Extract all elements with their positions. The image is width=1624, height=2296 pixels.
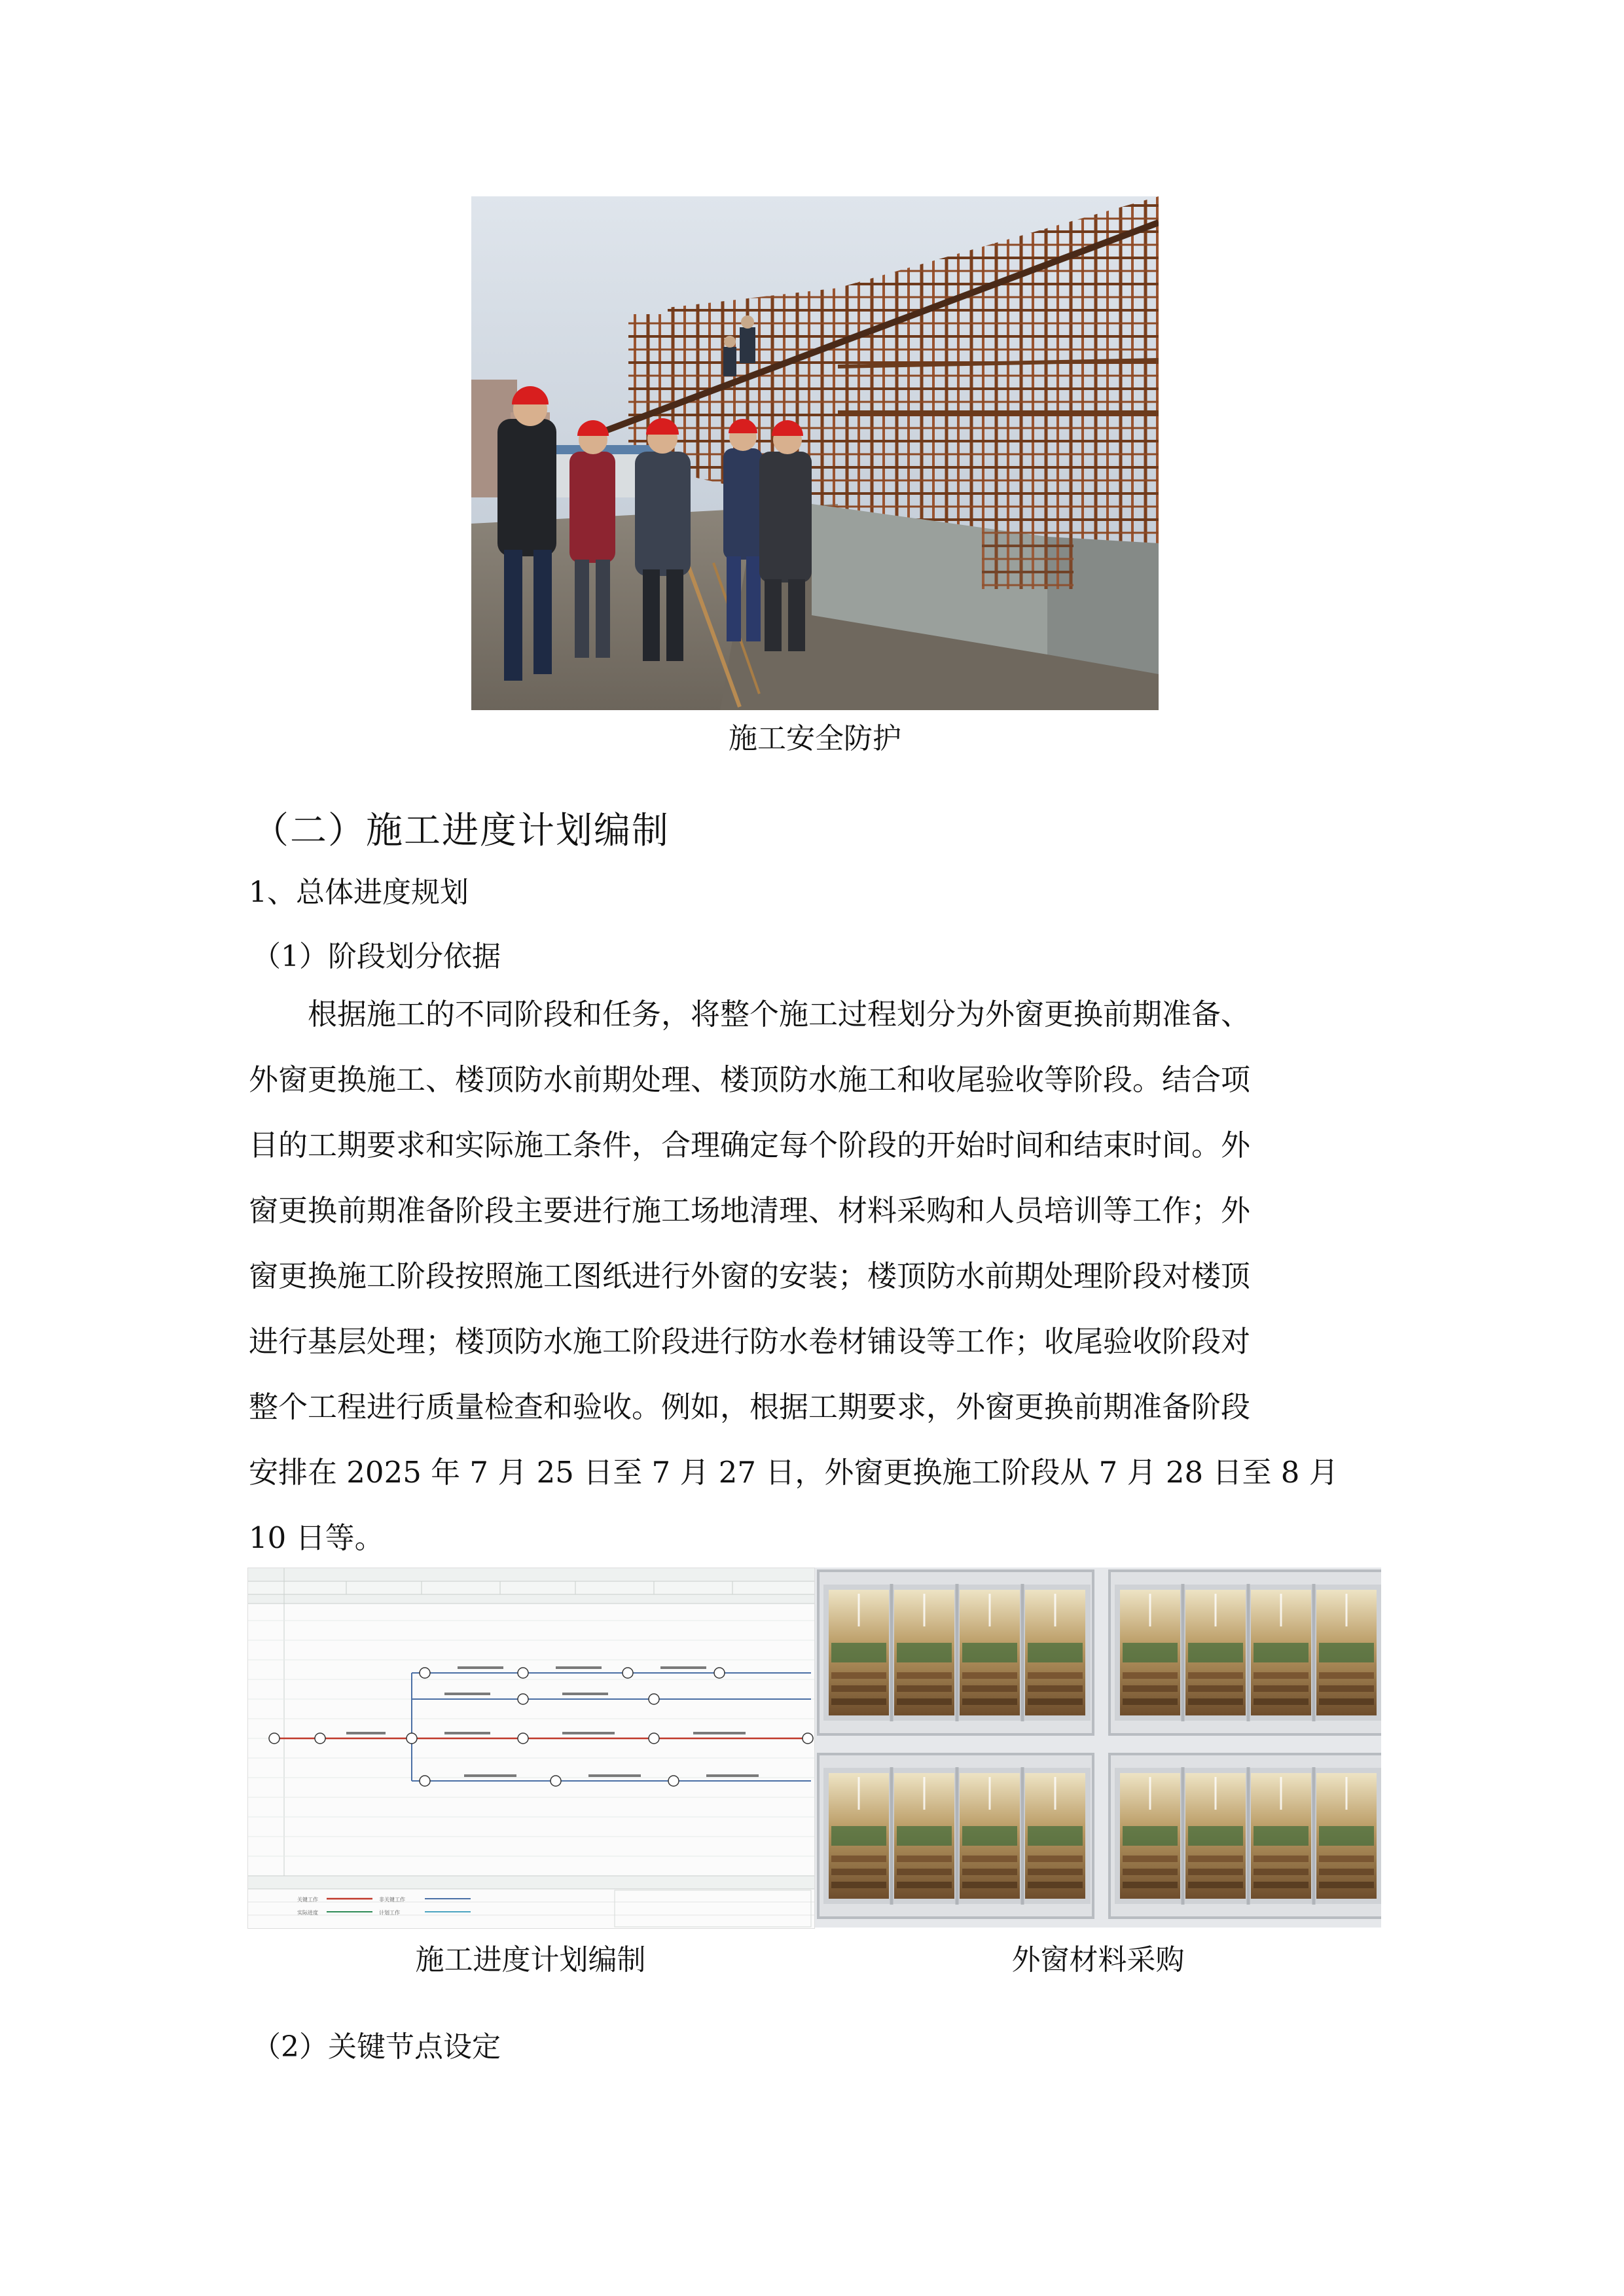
legend-noncritical: 非关键工作	[379, 1897, 405, 1903]
paragraph-line: 进行基层处理；楼顶防水施工阶段进行防水卷材铺设等工作；收尾验收阶段对	[249, 1324, 1251, 1359]
paragraph-line: 目的工期要求和实际施工条件，合理确定每个阶段的开始时间和结束时间。外	[249, 1128, 1251, 1162]
item-heading-2: （2）关键节点设定	[252, 2030, 501, 2064]
legend-actual: 实际进度	[297, 1910, 318, 1916]
photo-caption: 施工安全防护	[729, 722, 901, 755]
window-unit	[1110, 1571, 1381, 1734]
legend-critical: 关键工作	[297, 1897, 318, 1903]
paragraph-line: 安排在 2025 年 7 月 25 日至 7 月 27 日，外窗更换施工阶段从 7 月 28 日至 8 月	[249, 1455, 1339, 1490]
paragraph-line: 窗更换前期准备阶段主要进行施工场地清理、材料采购和人员培训等工作；外	[249, 1193, 1251, 1228]
paragraph-line: 窗更换施工阶段按照施工图纸进行外窗的安装；楼顶防水前期处理阶段对楼顶	[249, 1259, 1251, 1293]
construction-photo	[471, 196, 1159, 710]
window-unit	[818, 1571, 1093, 1734]
paragraph-line: 外窗更换施工、楼顶防水前期处理、楼顶防水施工和收尾验收等阶段。结合项	[249, 1062, 1251, 1097]
windows-image	[815, 1568, 1381, 1928]
paragraph-line: 10 日等。	[249, 1520, 384, 1555]
section-heading: （二）施工进度计划编制	[252, 810, 670, 852]
subsection-heading: 1、总体进度规划	[249, 876, 469, 909]
paragraph-line: 根据施工的不同阶段和任务，将整个施工过程划分为外窗更换前期准备、	[249, 997, 1251, 1031]
legend-planned: 计划工作	[379, 1910, 400, 1916]
body-paragraph	[249, 982, 1381, 1571]
schedule-network-image	[247, 1568, 815, 1929]
windows-caption: 外窗材料采购	[1011, 1943, 1185, 1977]
window-unit	[1110, 1754, 1381, 1918]
gantt-caption: 施工进度计划编制	[415, 1943, 646, 1977]
item-heading-1: （1）阶段划分依据	[252, 940, 501, 973]
window-unit	[818, 1754, 1093, 1918]
paragraph-line: 整个工程进行质量检查和验收。例如，根据工期要求，外窗更换前期准备阶段	[249, 1390, 1251, 1424]
